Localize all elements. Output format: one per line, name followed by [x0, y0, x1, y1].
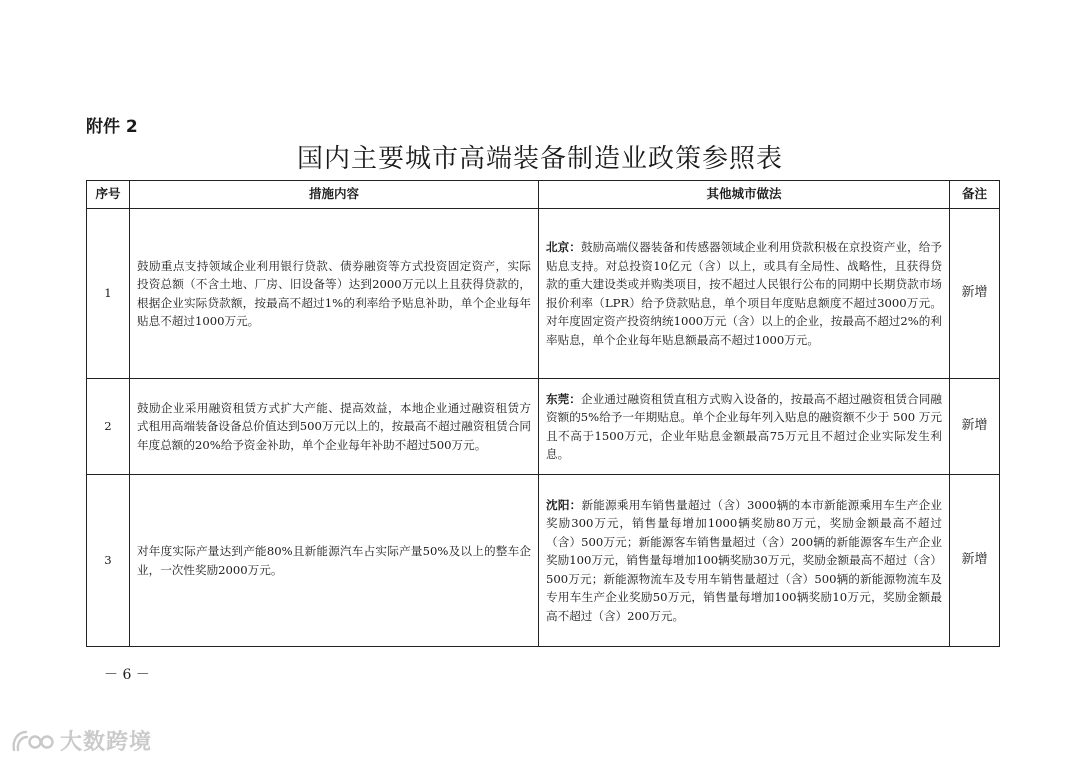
row-note: 新增: [950, 475, 1000, 647]
page-number: － 6 －: [104, 667, 150, 683]
policy-table: [86, 180, 1000, 647]
row-practice: [539, 209, 950, 379]
row-note: 新增: [950, 379, 1000, 475]
row-measure: 鼓励重点支持领域企业利用银行贷款、债券融资等方式投资固定资产，实际投资总额（不含土地、厂房、旧设备等）达到2000万元以上且获得贷款的，根据企业实际贷款额，按最高不超过1%的利率给予贴息补助，单个企业每年贴息不超过1000万元。: [130, 209, 539, 379]
table-row: [87, 209, 1000, 379]
row-index: 1: [87, 209, 130, 379]
header-index: 序号: [87, 181, 130, 209]
city-name: 东莞：: [546, 391, 581, 406]
attachment-label: 附件 2: [86, 117, 138, 137]
table-row: [87, 475, 1000, 647]
row-note: 新增: [950, 209, 1000, 379]
practice-text: 鼓励高端仪器装备和传感器领域企业利用贷款积极在京投资产业，给予贴息支持。对总投资10亿元（含）以上，或具有全局性、战略性，且获得贷款的重大建设类或并购类项目，按不超过人民银行公布的同期中长期贷款市场报价利率（LPR）给予贷款贴息，单个项目年度贴息额度不超过3000万元。对年度固定资产投资纳统1000万元（含）以上的企业，按最高不超过2%的利率贴息，单个企业每年贴息额最高不超过1000万元。: [546, 240, 942, 347]
brand-logo-icon: [10, 728, 56, 754]
row-practice: [539, 475, 950, 647]
practice-text: 企业通过融资租赁直租方式购入设备的，按最高不超过融资租赁合同融资额的5%给予一年期贴息。单个企业每年列入贴息的融资额不少于 500 万元且不高于1500万元，企业年贴息金额最高75万元且不超过企业实际发生利息。: [546, 391, 942, 461]
row-measure: 鼓励企业采用融资租赁方式扩大产能、提高效益，本地企业通过融资租赁方式租用高端装备设备总价值达到500万元以上的，按最高不超过融资租赁合同年度总额的20%给予资金补助，单个企业每年补助不超过500万元。: [130, 379, 539, 475]
header-note: 备注: [950, 181, 1000, 209]
header-practice: 其他城市做法: [539, 181, 950, 209]
row-index: 2: [87, 379, 130, 475]
header-measure: 措施内容: [130, 181, 539, 209]
city-name: 北京：: [546, 240, 581, 254]
watermark: [10, 725, 152, 756]
document-title: 国内主要城市高端装备制造业政策参照表: [296, 144, 783, 174]
table-row: [87, 379, 1000, 475]
row-index: 3: [87, 475, 130, 647]
row-measure: 对年度实际产量达到产能80%且新能源汽车占实际产量50%及以上的整车企业，一次性奖励2000万元。: [130, 475, 539, 647]
table-header-row: [87, 181, 1000, 209]
watermark-text: 大数跨境: [60, 730, 153, 755]
row-practice: [539, 379, 950, 475]
practice-text: 新能源乘用车销售量超过（含）3000辆的本市新能源乘用车生产企业奖励300万元，销售量每增加1000辆奖励80万元，奖励金额最高不超过（含）500万元；新能源客车销售量超过（含）200辆的新能源客车生产企业奖励100万元，销售量每增加100辆奖励30万元，奖励金额最高不超过（含）500万元；新能源物流车及专用车销售量超过（含）500辆的新能源物流车及专用车生产企业奖励50万元，销售量每增加100辆奖励10万元，奖励金额最高不超过（含）200万元。: [546, 497, 942, 623]
city-name: 沈阳：: [546, 497, 582, 512]
